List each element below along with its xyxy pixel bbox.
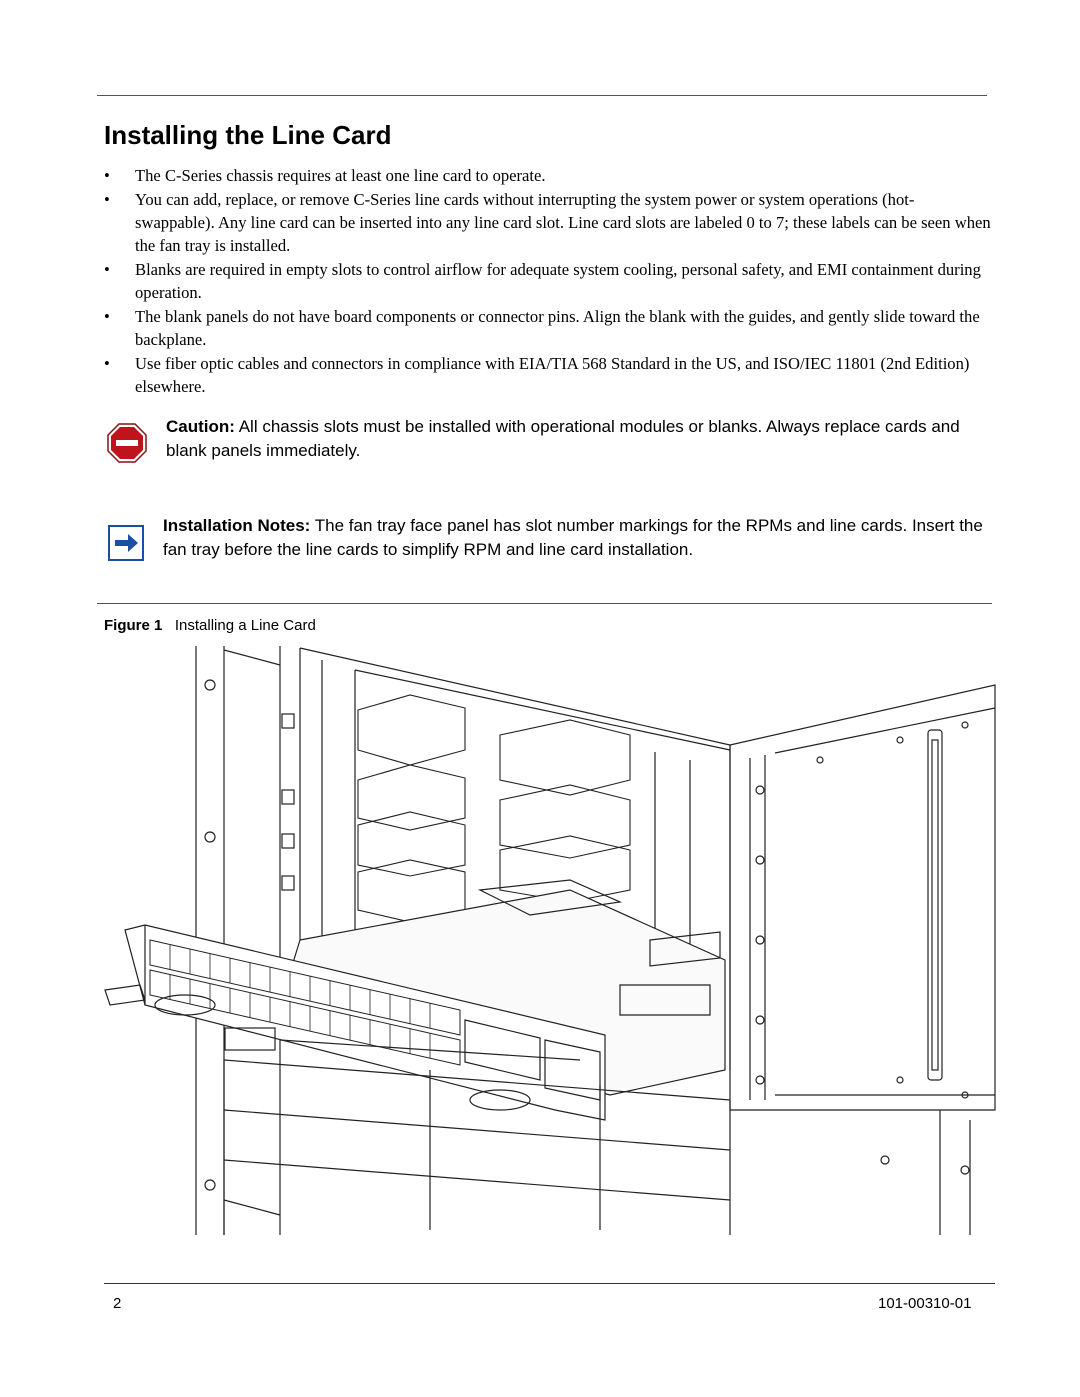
figure-caption-text: Installing a Line Card — [174, 617, 316, 634]
caution-note — [166, 415, 991, 463]
bullet-list — [104, 164, 994, 399]
page-title: Installing the Line Card — [104, 120, 392, 150]
installation-note-label: Installation Notes: — [163, 516, 311, 535]
figure-caption — [104, 617, 316, 634]
line-card-installation-illustration — [100, 640, 1000, 1240]
caution-text: All chassis slots must be installed with operational modules or blanks. Always replace cards and blank panels immediately. — [166, 417, 960, 460]
installation-note-text: The fan tray face panel has slot number markings for the RPMs and line cards. Insert the fan tray before the line cards to simplify RPM and line card installation. — [163, 516, 983, 559]
header-rule — [97, 95, 987, 96]
figure-label: Figure 1 — [104, 617, 163, 634]
footer-rule — [104, 1283, 995, 1284]
arrow-right-icon — [108, 525, 144, 561]
document-number: 101-00310-01 — [878, 1295, 972, 1312]
bullet-item: • Blanks are required in empty slots to control airflow for adequate system cooling, personal safety, and EMI containment during operation. — [104, 258, 994, 304]
figure-rule — [97, 603, 992, 604]
page-number: 2 — [113, 1295, 122, 1312]
caution-label: Caution: — [166, 417, 235, 436]
bullet-item: • Use fiber optic cables and connectors in compliance with EIA/TIA 568 Standard in the US, and ISO/IEC 11801 (2nd Edition) elsewhere. — [104, 352, 994, 398]
bullet-item: • The blank panels do not have board components or connector pins. Align the blank with the guides, and gently slide toward the backplane. — [104, 305, 994, 351]
stop-sign-icon — [107, 423, 147, 463]
bullet-item: • The C-Series chassis requires at least one line card to operate. — [104, 164, 994, 187]
bullet-item: • You can add, replace, or remove C-Series line cards without interrupting the system power or system operations (hot-swappable). Any line card can be inserted into any line card slot. Line card slots are labeled 0 to 7; these labels can be seen when the fan tray is installed. — [104, 188, 994, 257]
installation-note — [163, 514, 993, 562]
